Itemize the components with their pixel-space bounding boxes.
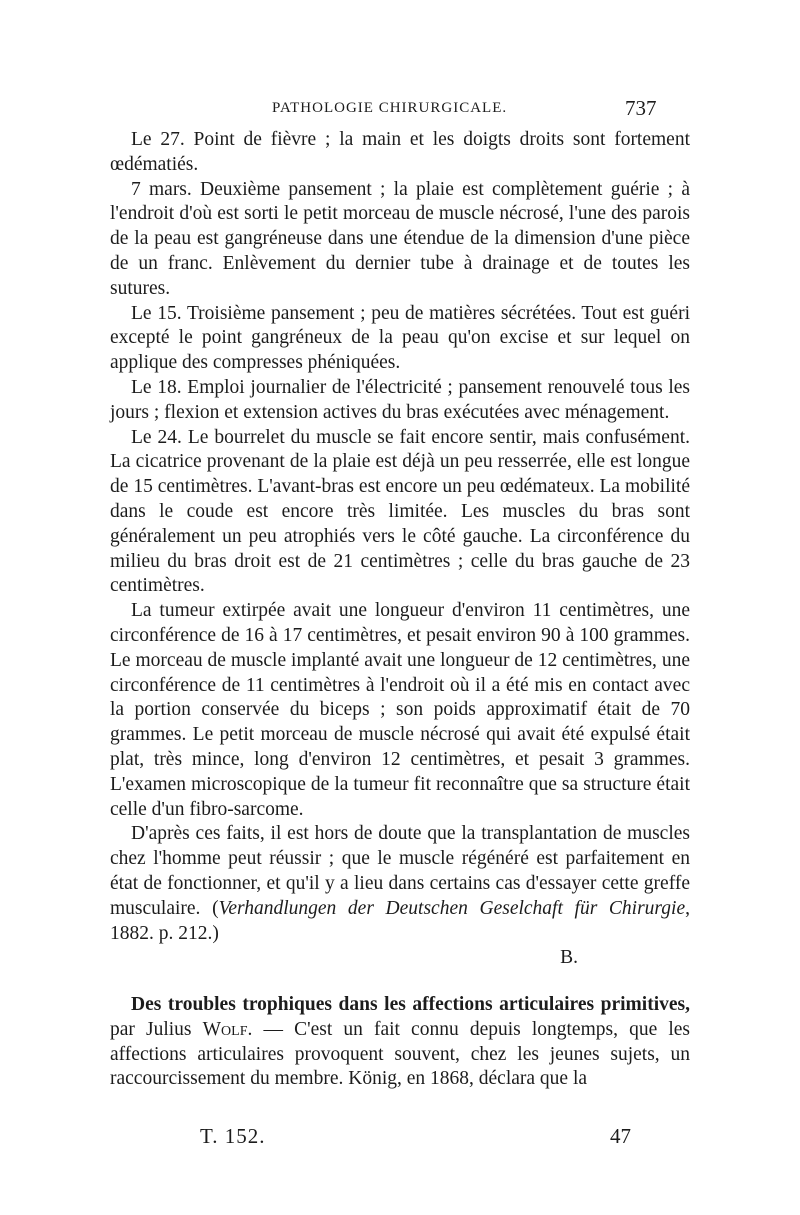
- section-text: . — C'est un fait connu depuis longtemps, que les affections articulaires provoquent souvent, chez les jeunes sujets, un raccourcissement du membre. König, en 1868, déclara que la: [110, 1018, 690, 1090]
- author-prefix: par Julius: [110, 1018, 203, 1040]
- paragraph: Le 18. Emploi journalier de l'électricité ; pansement renouvelé tous les jours ; flexion et extension actives du bras exécutées avec ménagement.: [110, 376, 690, 423]
- section-title: Des troubles trophiques dans les affections articulaires primitives,: [131, 994, 690, 1016]
- page-header: [0, 96, 800, 122]
- volume-label: T. 152.: [200, 1124, 266, 1148]
- page-number: 737: [625, 96, 657, 120]
- paragraph: Le 27. Point de fièvre ; la main et les doigts droits sont fortement œdématiés.: [110, 129, 690, 175]
- running-head: PATHOLOGIE CHIRURGICALE.: [272, 100, 508, 116]
- paragraph: Le 24. Le bourrelet du muscle se fait encore sentir, mais confusément. La cicatrice provenant de la plaie est déjà un peu resserrée, elle est longue de 15 centimètres. L'avant-bras est encore un peu œdémateux. La mobilité dans le coude est encore très limitée. Les muscles du bras sont généralement un peu atrophiés vers le côté gauche. La circonférence du milieu du bras droit est de 21 centimètres ; celle du bras gauche de 23 centimètres.: [110, 426, 690, 597]
- article-signature: B.: [560, 947, 578, 969]
- section-paragraph: [110, 993, 690, 1092]
- citation-title: Verhandlungen der Deutschen Geselchaft für Chirurgie: [218, 897, 686, 919]
- signature-mark: 47: [610, 1124, 631, 1148]
- closing-paragraph: [110, 822, 690, 946]
- paragraph: 7 mars. Deuxième pansement ; la plaie est complètement guérie ; à l'endroit d'où est sorti le petit morceau de muscle nécrosé, l'une des parois de la peau est gangréneuse dans une étendue de la dimension d'une pièce de un franc. Enlèvement du dernier tube à drainage et de toutes les sutures.: [110, 178, 690, 299]
- body-text: [110, 128, 690, 1092]
- page-footer: [0, 1124, 800, 1154]
- closing-text: D'après ces faits, il est hors de doute que la transplantation de muscles chez l'homme peut réussir ; que le muscle régénéré est parfaitement en état de fonctionner, et qu'il y a lieu dans certains cas d'essayer cette greffe musculaire. (: [110, 823, 690, 919]
- paragraph: Le 15. Troisième pansement ; peu de matières sécrétées. Tout est guéri excepté le point gangréneux de la peau qu'on excise et sur lequel on applique des compresses phéniquées.: [110, 302, 690, 374]
- paragraph: La tumeur extirpée avait une longueur d'environ 11 centimètres, une circonférence de 16 à 17 centimètres, et pesait environ 90 à 100 grammes. Le morceau de muscle implanté avait une longueur de 12 centimètres, une circonférence de 11 centimètres à l'endroit où il a été mis en contact avec la portion conservée du biceps ; son poids approximatif était de 70 grammes. Le petit morceau de muscle nécrosé qui avait été expulsé était plat, très mince, long d'environ 12 centimètres, et pesait 3 grammes. L'examen microscopique de la tumeur fit reconnaître que sa structure était celle d'un fibro-sarcome.: [110, 600, 690, 820]
- citation-tail: , 1882. p. 212.): [110, 897, 690, 944]
- section-gap: [110, 971, 690, 993]
- author-name: Wolf: [202, 1018, 248, 1040]
